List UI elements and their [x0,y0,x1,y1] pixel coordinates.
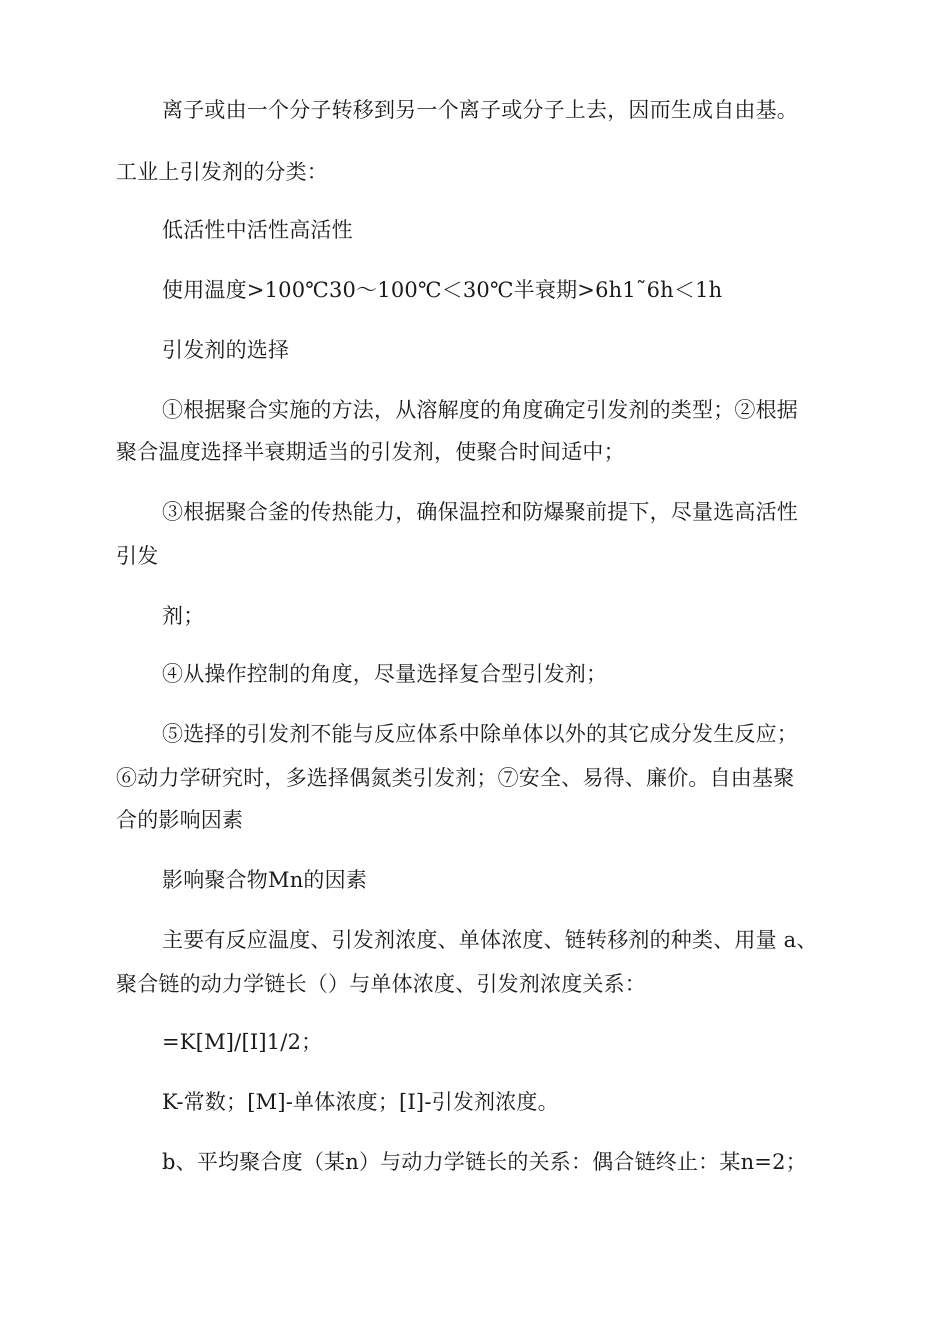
text-line: 引发剂的选择 [162,338,290,362]
text-line: 聚合链的动力学链长（）与单体浓度、引发剂浓度关系： [116,972,646,996]
text-line: K-常数；[M]-单体浓度；[I]-引发剂浓度。 [162,1090,559,1114]
text-line: ⑤选择的引发剂不能与反应体系中除单体以外的其它成分发生反应； [162,722,798,746]
text-line: ④从操作控制的角度，尽量选择复合型引发剂； [162,662,608,686]
text-line: =K[M]/[I]1/2； [162,1030,323,1054]
text-line: 剂； [162,604,205,628]
text-line: 低活性中活性高活性 [162,218,353,242]
text-line: ⑥动力学研究时，多选择偶氮类引发剂；⑦安全、易得、廉价。自由基聚 [116,766,795,790]
text-line: 使用温度>100℃30～100℃＜30℃半衰期>6h1˜6h＜1h [162,278,723,302]
text-line: 合的影响因素 [116,808,244,832]
text-line: 工业上引发剂的分类： [116,160,328,184]
text-line: ①根据聚合实施的方法，从溶解度的角度确定引发剂的类型；②根据 [162,398,798,422]
text-line: ③根据聚合釜的传热能力，确保温控和防爆聚前提下，尽量选高活性 [162,500,798,524]
text-line: 主要有反应温度、引发剂浓度、单体浓度、链转移剂的种类、用量 a、 [162,928,818,952]
text-line: b、平均聚合度（某n）与动力学链长的关系：偶合链终止：某n=2； [162,1150,807,1174]
text-line: 影响聚合物Mn的因素 [162,868,368,892]
text-line: 离子或由一个分子转移到另一个离子或分子上去，因而生成自由基。 [162,98,798,122]
text-line: 引发 [116,544,159,568]
text-line: 聚合温度选择半衰期适当的引发剂，使聚合时间适中； [116,440,625,464]
